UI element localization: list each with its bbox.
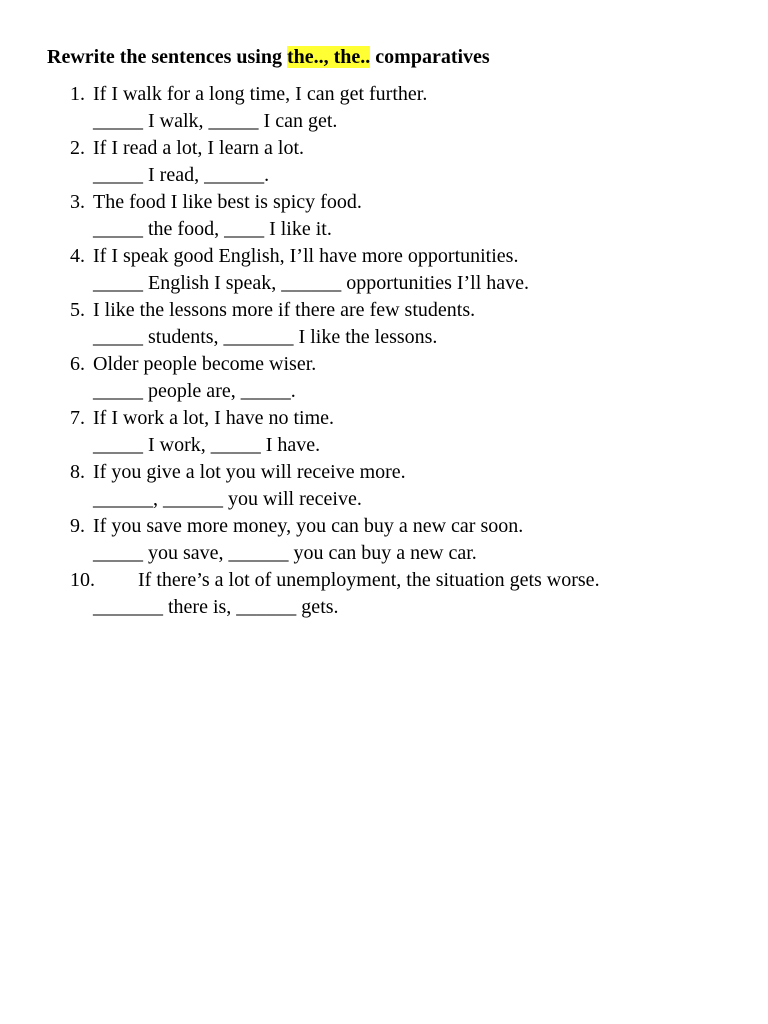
exercise-number: 9. xyxy=(70,515,85,537)
exercise-number: 10. xyxy=(70,569,95,591)
exercise-sentence: If there’s a lot of unemployment, the situation gets worse. xyxy=(138,569,600,591)
exercise-item xyxy=(0,135,768,189)
exercise-number: 8. xyxy=(70,461,85,483)
exercise-sentence-line xyxy=(0,135,768,162)
exercise-number: 7. xyxy=(70,407,85,429)
exercise-item xyxy=(0,459,768,513)
exercise-number: 2. xyxy=(70,137,85,159)
exercise-answer-line xyxy=(0,594,768,621)
exercise-answer-line xyxy=(0,486,768,513)
exercise-answer-line xyxy=(0,216,768,243)
exercise-number: 5. xyxy=(70,299,85,321)
exercise-sentence-line xyxy=(0,81,768,108)
exercise-item xyxy=(0,405,768,459)
exercise-sentence-line xyxy=(0,297,768,324)
exercise-answer-line xyxy=(0,540,768,567)
exercise-number: 4. xyxy=(70,245,85,267)
exercise-item xyxy=(0,297,768,351)
exercise-item xyxy=(0,567,768,621)
heading-text-after: comparatives xyxy=(370,46,490,68)
exercise-sentence-line xyxy=(0,243,768,270)
exercise-sentence: Older people become wiser. xyxy=(93,353,317,375)
exercise-sentence: If I work a lot, I have no time. xyxy=(93,407,335,429)
heading-text-before: Rewrite the sentences using xyxy=(47,46,287,68)
exercise-answer-template: _____ the food, ____ I like it. xyxy=(93,218,332,240)
exercise-answer-line xyxy=(0,108,768,135)
exercise-sentence-line xyxy=(0,405,768,432)
exercise-sentence-line xyxy=(0,459,768,486)
exercise-sentence: The food I like best is spicy food. xyxy=(93,191,362,213)
exercise-sentence-line xyxy=(0,189,768,216)
exercise-item xyxy=(0,513,768,567)
exercise-sentence-line xyxy=(0,513,768,540)
exercise-answer-template: _____ people are, _____. xyxy=(93,380,296,402)
exercise-sentence: If I walk for a long time, I can get further. xyxy=(93,83,428,105)
heading-highlight: the.., the.. xyxy=(286,46,371,68)
exercise-answer-template: _____ I read, ______. xyxy=(93,164,270,186)
exercise-answer-line xyxy=(0,432,768,459)
exercise-answer-line xyxy=(0,270,768,297)
exercise-sentence: If I read a lot, I learn a lot. xyxy=(93,137,305,159)
exercise-answer-template: ______, ______ you will receive. xyxy=(93,488,362,510)
exercise-sentence-line xyxy=(0,567,768,594)
exercise-answer-template: _____ I work, _____ I have. xyxy=(93,434,321,456)
exercise-number: 6. xyxy=(70,353,85,375)
exercise-answer-template: _____ you save, ______ you can buy a new car. xyxy=(93,542,477,564)
exercise-sentence: I like the lessons more if there are few students. xyxy=(93,299,476,321)
exercise-answer-template: _____ English I speak, ______ opportunities I’ll have. xyxy=(93,272,530,294)
exercise-item xyxy=(0,81,768,135)
exercise-answer-template: _______ there is, ______ gets. xyxy=(93,596,339,618)
exercise-answer-line xyxy=(0,162,768,189)
exercise-item xyxy=(0,351,768,405)
exercise-answer-template: _____ students, _______ I like the lessons. xyxy=(93,326,438,348)
exercise-item xyxy=(0,243,768,297)
exercise-answer-line xyxy=(0,324,768,351)
exercise-answer-line xyxy=(0,378,768,405)
exercise-item xyxy=(0,189,768,243)
exercise-number: 1. xyxy=(70,83,85,105)
exercise-list xyxy=(0,81,768,621)
exercise-number: 3. xyxy=(70,191,85,213)
exercise-sentence: If you save more money, you can buy a new car soon. xyxy=(93,515,524,537)
exercise-answer-template: _____ I walk, _____ I can get. xyxy=(93,110,338,132)
exercise-sentence: If I speak good English, I’ll have more opportunities. xyxy=(93,245,519,267)
worksheet-heading xyxy=(47,44,490,70)
exercise-sentence: If you give a lot you will receive more. xyxy=(93,461,406,483)
exercise-sentence-line xyxy=(0,351,768,378)
